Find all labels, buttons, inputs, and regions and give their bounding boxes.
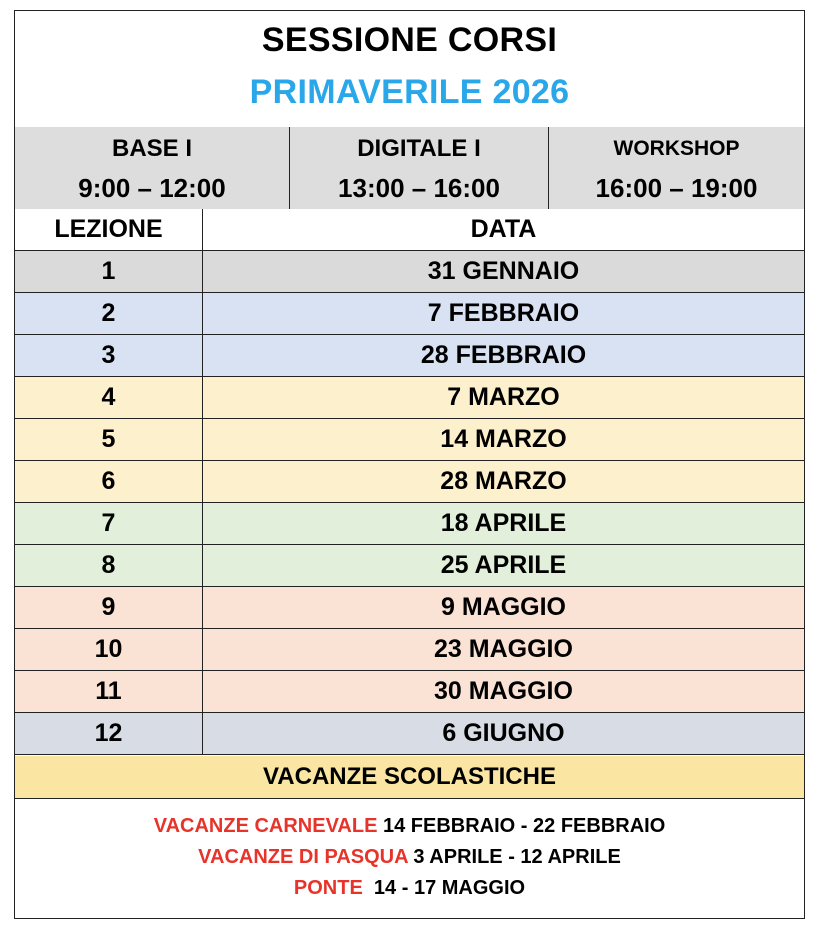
lesson-number: 1 [15,251,203,292]
lesson-number: 2 [15,293,203,334]
lesson-number: 10 [15,629,203,670]
course-time: 13:00 – 16:00 [338,173,500,203]
lesson-number: 11 [15,671,203,712]
lesson-number: 7 [15,503,203,544]
course-digitale-i [289,127,548,209]
lesson-date: 18 APRILE [440,509,567,537]
lesson-number: 6 [15,461,203,502]
course-schedule-sheet [14,10,805,919]
school-holidays-banner: VACANZE SCOLASTICHE [15,756,804,799]
table-row [15,545,804,587]
lesson-date: 6 GIUGNO [442,719,565,747]
title-block [15,11,804,128]
lesson-number: 12 [15,713,203,754]
holiday-notes [15,811,804,904]
title-line-1: SESSIONE CORSI [261,21,558,59]
lesson-date: 14 MARZO [440,425,567,453]
lesson-number: 9 [15,587,203,628]
lesson-date: 23 MAGGIO [434,635,573,663]
holiday-label: VACANZE CARNEVALE [153,815,378,837]
lesson-date: 30 MAGGIO [434,677,573,705]
table-row [15,713,804,755]
lesson-date: 9 MAGGIO [440,593,566,621]
course-time: 9:00 – 12:00 [78,173,226,203]
table-row [15,629,804,671]
holiday-range: 14 - 17 MAGGIO [362,877,526,899]
header-date: DATA [470,215,537,243]
lesson-number: 3 [15,335,203,376]
table-row [15,461,804,503]
table-row [15,335,804,377]
holiday-line [15,811,804,842]
table-row [15,671,804,713]
course-time: 16:00 – 19:00 [595,173,758,203]
holiday-range: 3 APRILE - 12 APRILE [407,846,621,868]
table-row [15,251,804,293]
table-row [15,419,804,461]
holiday-line [15,842,804,873]
lesson-date: 25 APRILE [440,551,567,579]
holiday-label: PONTE [293,877,363,899]
lesson-table [15,209,804,755]
table-row [15,587,804,629]
course-name: WORKSHOP [613,137,740,160]
table-row [15,503,804,545]
course-base-i [15,127,289,209]
table-header-row [15,209,804,251]
lesson-number: 5 [15,419,203,460]
table-row [15,293,804,335]
lesson-number: 4 [15,377,203,418]
lesson-date: 28 MARZO [440,467,567,495]
lesson-date: 7 FEBBRAIO [427,299,580,327]
holiday-label: VACANZE DI PASQUA [198,846,408,868]
holiday-line [15,873,804,904]
table-row [15,377,804,419]
lesson-date: 7 MARZO [447,383,560,411]
courses-row [15,127,804,210]
lesson-date: 31 GENNAIO [427,257,580,285]
header-lesson: LEZIONE [15,209,203,250]
title-line-2: PRIMAVERILE 2026 [249,73,570,111]
course-workshop [548,127,804,209]
course-name: BASE I [111,135,192,162]
course-name: DIGITALE I [357,135,481,162]
holiday-range: 14 FEBBRAIO - 22 FEBBRAIO [377,815,666,837]
lesson-date: 28 FEBBRAIO [420,341,587,369]
lesson-number: 8 [15,545,203,586]
